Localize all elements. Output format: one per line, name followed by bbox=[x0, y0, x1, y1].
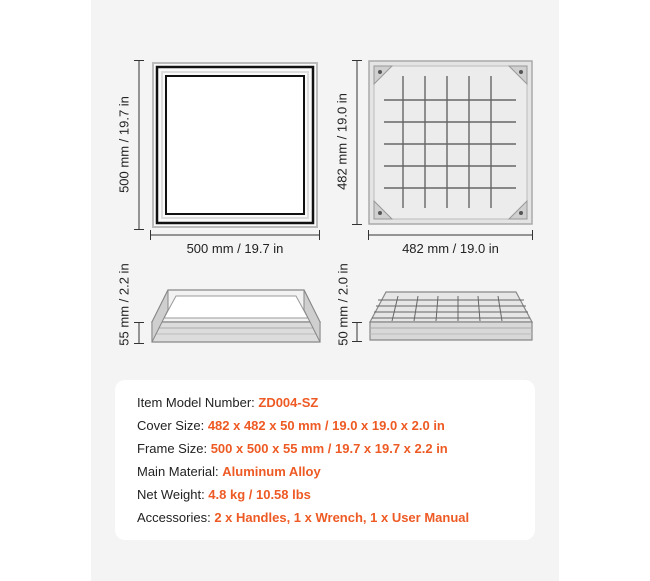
spec-model-label: Item Model Number: bbox=[137, 395, 259, 410]
frame-height-dimension-line bbox=[134, 60, 144, 230]
specifications-card bbox=[115, 380, 535, 540]
spec-accessories-label: Accessories: bbox=[137, 510, 215, 525]
cover-depth-dimension-line bbox=[352, 322, 362, 342]
frame-perspective-view bbox=[150, 288, 322, 352]
cover-height-dimension-line bbox=[352, 60, 362, 225]
spec-material-label: Main Material: bbox=[137, 464, 223, 479]
spec-material bbox=[137, 464, 321, 479]
spec-weight-value: 4.8 kg / 10.58 lbs bbox=[208, 487, 311, 502]
spec-model-value: ZD004-SZ bbox=[258, 395, 319, 410]
spec-weight bbox=[137, 487, 311, 502]
spec-frame-size bbox=[137, 441, 448, 456]
cover-width-label: 482 mm / 19.0 in bbox=[402, 241, 499, 256]
spec-cover-size-value: 482 x 482 x 50 mm / 19.0 x 19.0 x 2.0 in bbox=[207, 418, 445, 433]
spec-cover-size bbox=[137, 418, 445, 433]
spec-accessories bbox=[137, 510, 469, 525]
cover-perspective-view bbox=[368, 290, 534, 350]
frame-width-label: 500 mm / 19.7 in bbox=[186, 241, 284, 256]
spec-material-value: Aluminum Alloy bbox=[222, 464, 321, 479]
frame-height-label: 500 mm / 19.7 in bbox=[116, 96, 132, 193]
frame-width-dimension-line bbox=[150, 230, 320, 240]
spec-accessories-value: 2 x Handles, 1 x Wrench, 1 x User Manual bbox=[214, 510, 470, 525]
spec-model bbox=[137, 395, 318, 410]
cover-height-label: 482 mm / 19.0 in bbox=[334, 93, 350, 190]
frame-top-view bbox=[150, 60, 320, 230]
spec-frame-size-label: Frame Size: bbox=[137, 441, 211, 456]
frame-depth-label: 55 mm / 2.2 in bbox=[116, 263, 132, 346]
frame-depth-dimension-line bbox=[134, 322, 144, 344]
spec-weight-label: Net Weight: bbox=[137, 487, 209, 502]
cover-depth-label: 50 mm / 2.0 in bbox=[335, 263, 351, 346]
cover-width-dimension-line bbox=[368, 230, 533, 240]
cover-top-view bbox=[368, 60, 533, 225]
spec-cover-size-label: Cover Size: bbox=[137, 418, 208, 433]
spec-frame-size-value: 500 x 500 x 55 mm / 19.7 x 19.7 x 2.2 in bbox=[210, 441, 448, 456]
